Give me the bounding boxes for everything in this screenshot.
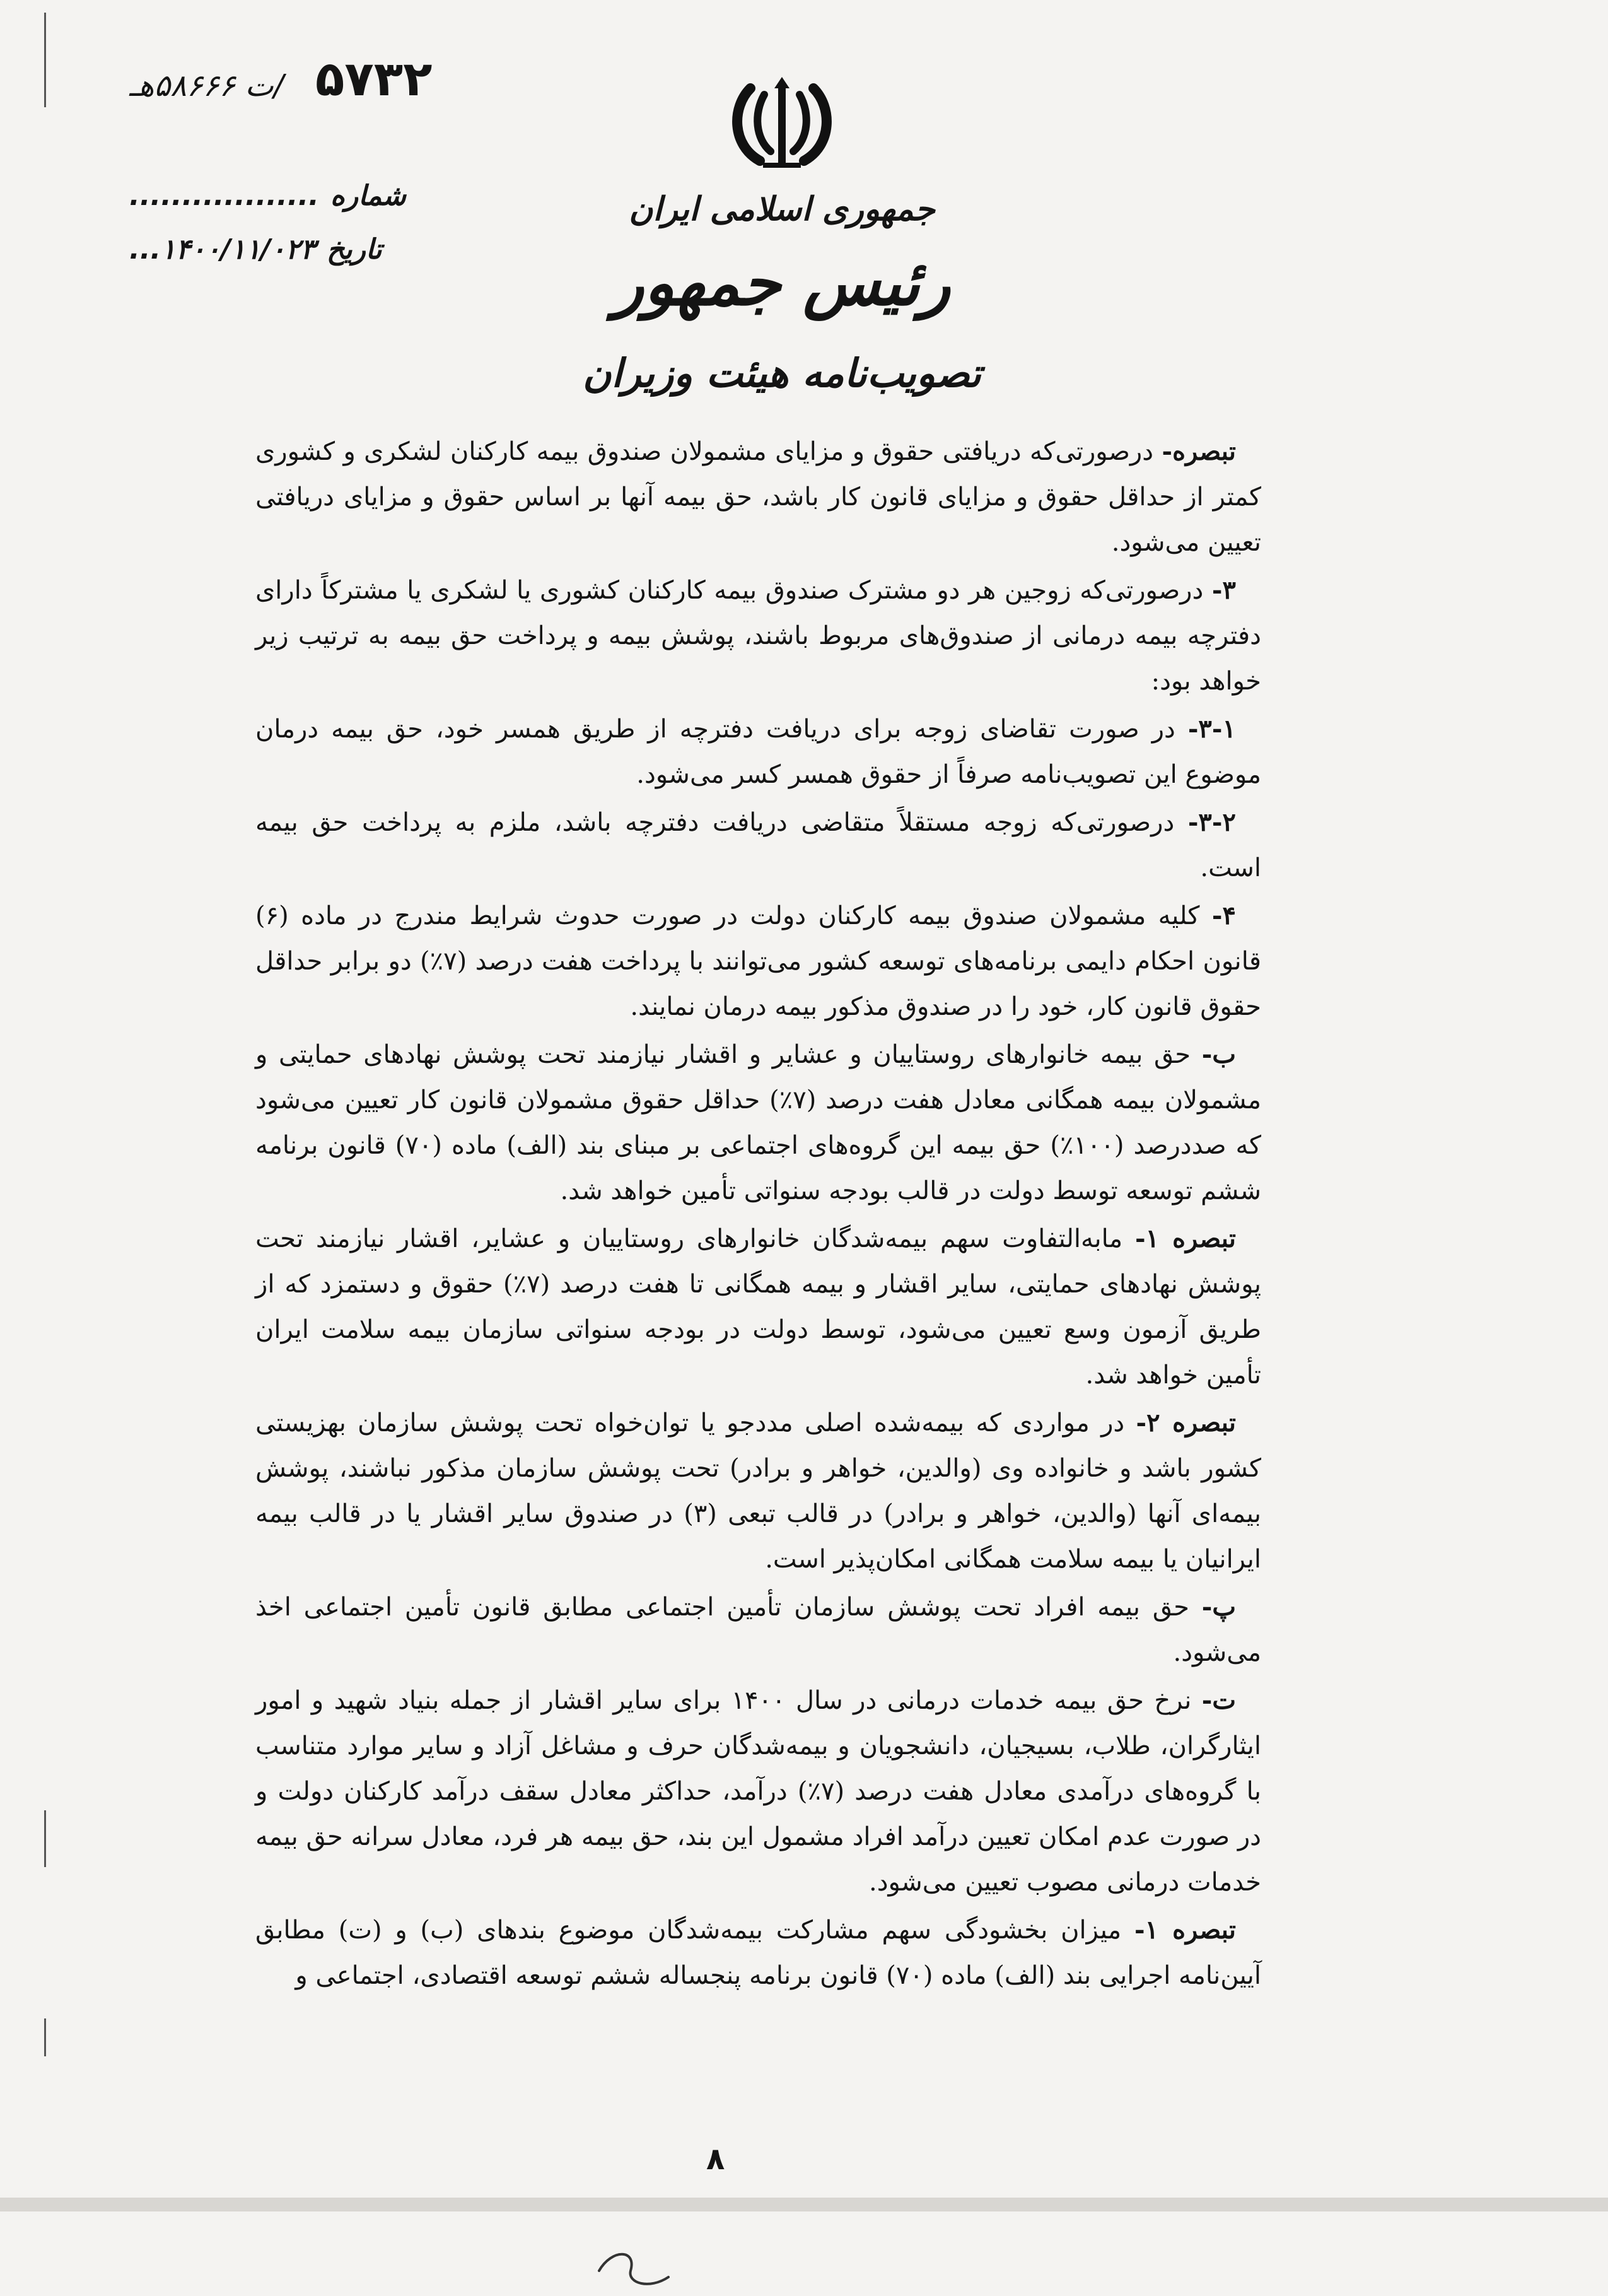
paragraph-lead: ۳-۱- <box>1187 714 1236 744</box>
date-label: تاریخ <box>327 233 382 266</box>
paragraph <box>255 1032 1261 1214</box>
paragraph <box>255 1400 1261 1582</box>
paragraph <box>255 1584 1261 1675</box>
paragraph <box>255 1216 1261 1398</box>
national-emblem-icon <box>725 76 839 170</box>
paragraph <box>255 800 1261 891</box>
paragraph-lead: پ- <box>1201 1592 1236 1622</box>
paragraph-text: میزان بخشودگی سهم مشارکت بیمه‌شدگان موضوع بندهای (ب) و (ت) مطابق آیین‌نامه اجرایی بند (الف) ماده (۷۰) قانون برنامه پنجساله ششم توسعه اقتصادی، اجتماعی و <box>255 1916 1261 1990</box>
number-label: شماره <box>330 180 406 212</box>
office-title: رئیس جمهور <box>613 246 951 320</box>
paragraph-lead: ۳-۲- <box>1187 807 1236 837</box>
paragraph-lead: تبصره ۲- <box>1136 1408 1237 1438</box>
paragraph-text: درصورتی‌که زوجین هر دو مشترک صندوق بیمه کارکنان کشوری یا لشکری یا مشترکاً دارای دفترچه بیمه درمانی از صندوق‌های مربوط باشند، پوشش بیمه و پرداخت حق بیمه به ترتیب زیر خواهد بود: <box>255 576 1261 696</box>
paragraph-text: حق بیمه خانوارهای روستاییان و عشایر و اقشار نیازمند تحت پوشش نهادهای حمایتی و مشمولان بیمه همگانی معادل هفت درصد (۷٪) حداقل حقوق مشمولان قانون کار تعیین می‌شود که صددرصد (۱۰۰٪) حق بیمه این گروه‌های اجتماعی بر مبنای بند (الف) ماده (۷۰) قانون برنامه ششم توسعه توسط دولت در قالب بودجه سنواتی تأمین خواهد شد. <box>255 1040 1262 1205</box>
handwritten-mark-icon <box>593 2246 675 2296</box>
decree-title: تصویب‌نامه هیئت وزیران <box>582 350 982 396</box>
scan-bottom-edge <box>0 2198 1608 2211</box>
paragraph <box>255 568 1261 704</box>
paragraph-lead: ۳- <box>1211 575 1236 605</box>
paragraph-text: درصورتی‌که دریافتی حقوق و مزایای مشمولان صندوق بیمه کارکنان لشکری و کشوری کمتر از حداقل حقوق و مزایای قانون کار باشد، حق بیمه آنها بر اساس حقوق و مزایای دریافتی تعیین می‌شود. <box>255 437 1261 557</box>
decree-body <box>255 429 1262 1990</box>
paragraph <box>255 429 1261 565</box>
paragraph-lead: تبصره ۱- <box>1135 1224 1237 1253</box>
margin-line <box>44 2018 46 2056</box>
paragraph-lead: تبصره- <box>1162 436 1236 466</box>
reference-number: ۵۷۳۲ <box>315 50 433 107</box>
paragraph <box>255 1907 1261 1998</box>
paragraph-text: در مواردی که بیمه‌شده اصلی مددجو یا توان‌خواه تحت پوشش سازمان بهزیستی کشور باشد و خانواده وی (والدین، خواهر و برادر) تحت پوشش سازمان مذکور نباشند، پوشش بیمه‌ای آنها (والدین، خواهر و برادر) در قالب تبعی (۳) در صندوق سایر اقشار یا در قالب بیمه ایرانیان یا بیمه سلامت همگانی امکان‌پذیر است. <box>255 1409 1261 1574</box>
paragraph-lead: ب- <box>1201 1040 1236 1069</box>
date-row <box>129 233 382 266</box>
paragraph-text: در صورت تقاضای زوجه برای دریافت دفترچه از طریق همسر خود، حق بیمه درمان موضوع این تصویب‌نامه صرفاً از حقوق همسر کسر می‌شود. <box>255 715 1261 789</box>
date-value: ۱۴۰۰/۱۱/۰۲۳... <box>129 233 315 266</box>
paragraph-lead: تبصره ۱- <box>1134 1915 1237 1945</box>
paragraph-text: حق بیمه افراد تحت پوشش سازمان تأمین اجتماعی مطابق قانون تأمین اجتماعی اخذ می‌شود. <box>255 1593 1261 1667</box>
paragraph-text: مابه‌التفاوت سهم بیمه‌شدگان خانوارهای روستاییان و عشایر، اقشار نیازمند تحت پوشش نهادهای حمایتی، سایر اقشار و بیمه همگانی تا هفت درصد (۷٪) حقوق و دستمزد که از طریق آزمون وسع تعیین می‌شود، توسط دولت در بودجه سنواتی سازمان بیمه سلامت ایران تأمین خواهد شد. <box>255 1224 1261 1390</box>
paragraph-lead: ت- <box>1201 1685 1237 1715</box>
paragraph-lead: ۴- <box>1211 901 1236 930</box>
republic-title: جمهوری اسلامی ایران <box>629 190 935 228</box>
reference-code: /ت ۵۸۶۶۶هـ <box>129 68 284 103</box>
margin-line <box>44 1810 46 1867</box>
paragraph-text: نرخ حق بیمه خدمات درمانی در سال ۱۴۰۰ برای سایر اقشار از جمله بنیاد شهید و امور ایثارگران، طلاب، بسیجیان، دانشجویان و بیمه‌شدگان حرف و مشاغل آزاد و سایر موارد متناسب با گروه‌های درآمدی معادل هفت درصد (۷٪) درآمد، حداکثر معادل سقف درآمد کارکنان دولت و در صورت عدم امکان تعیین درآمد افراد مشمول این بند، حق بیمه هر فرد، معادل سرانه حق بیمه خدمات درمانی مصوب تعیین می‌شود. <box>255 1686 1261 1897</box>
paragraph <box>255 706 1261 797</box>
number-value: .................. <box>129 180 319 212</box>
paragraph-text: درصورتی‌که زوجه مستقلاً متقاضی دریافت دفترچه باشد، ملزم به پرداخت حق بیمه است. <box>255 808 1261 882</box>
page-number: ۸ <box>706 2141 725 2177</box>
paragraph <box>255 893 1261 1029</box>
number-row <box>129 180 406 212</box>
paragraph <box>255 1678 1261 1905</box>
paragraph-text: کلیه مشمولان صندوق بیمه کارکنان دولت در صورت حدوث شرایط مندرج در ماده (۶) قانون احکام دایمی برنامه‌های توسعه کشور می‌توانند با پرداخت هفت درصد (۷٪) دو برابر حداقل حقوق قانون کار، خود را در صندوق مذکور بیمه درمان نمایند. <box>255 901 1262 1021</box>
margin-line <box>44 13 46 107</box>
